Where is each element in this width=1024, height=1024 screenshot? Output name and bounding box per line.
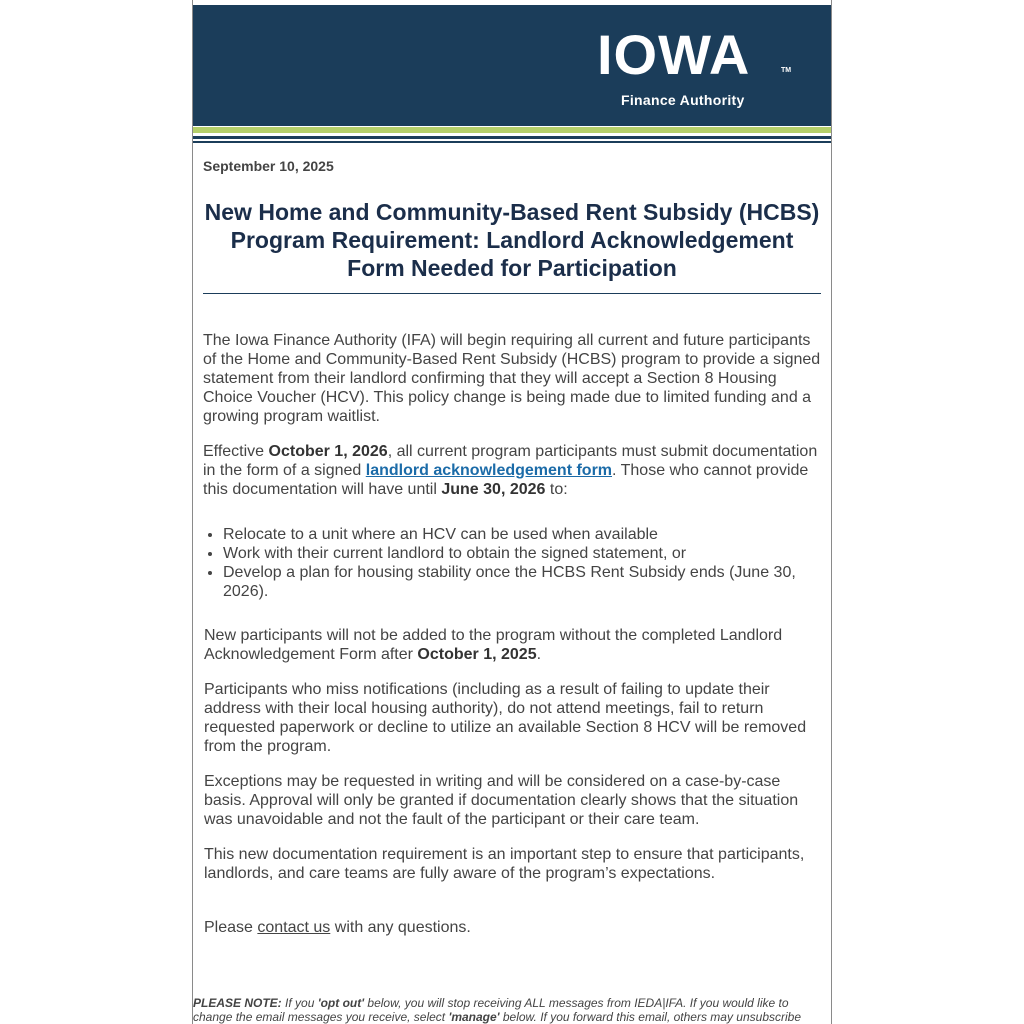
text-fragment: to: <box>545 481 568 498</box>
text-fragment: below. If you forward this email, others may unsubscribe <box>499 1010 802 1024</box>
iowa-finance-authority-logo[interactable] <box>597 23 793 117</box>
note-label: PLEASE NOTE: <box>193 996 282 1010</box>
logo-trademark: TM <box>781 67 792 74</box>
text-fragment: . Those who cannot provide this documentation will have until <box>203 462 809 498</box>
landlord-acknowledgement-form-link[interactable]: landlord acknowledgement form <box>365 462 613 479</box>
email-date: September 10, 2025 <box>203 158 334 174</box>
list-item: • Work with their current landlord to obtain the signed statement, or <box>223 544 832 563</box>
text-fragment: below, you will stop receiving ALL messages from IEDA|IFA. If you would like to change the email messages you receive, select <box>193 996 789 1024</box>
list-item: • Relocate to a unit where an HCV can be used when available <box>223 525 832 544</box>
effective-date: October 1, 2026 <box>268 443 388 460</box>
logo-wordmark: IOWA <box>597 23 751 86</box>
deadline-date: June 30, 2026 <box>441 481 546 498</box>
text-fragment: If you <box>281 996 318 1010</box>
text-fragment: New participants will not be added to the program without the completed Landlord Acknowledgement Form after <box>204 627 783 663</box>
new-participant-date: October 1, 2025 <box>417 646 537 663</box>
paragraph-new-participants <box>204 626 824 664</box>
paragraph-removal: Participants who miss notifications (including as a result of failing to update their address with their local housing authority), do not attend meetings, fail to return requested paperwork or decline to utilize an available Section 8 HCV will be removed from the program. <box>204 681 807 755</box>
paragraph-contact <box>204 918 824 937</box>
text-fragment: Effective <box>203 443 269 460</box>
paragraph-effective <box>203 442 823 499</box>
header-stripe-green <box>193 127 831 133</box>
header-stripe-navy-thin <box>193 141 831 143</box>
paragraph-importance: This new documentation requirement is an important step to ensure that participants, landlords, and care teams are fully aware of the program’s expectations. <box>204 846 805 882</box>
text-fragment: with any questions. <box>330 919 471 936</box>
email-header <box>193 5 831 126</box>
text-fragment: . <box>536 646 542 663</box>
text-fragment: Please <box>204 919 258 936</box>
opt-out-term: 'opt out' <box>317 996 365 1010</box>
text-fragment: , all current program participants must submit documentation in the form of a signed <box>203 443 818 479</box>
list-item: • Develop a plan for housing stability once the HCBS Rent Subsidy ends (June 30, 2026). <box>223 563 832 601</box>
header-stripe-navy <box>193 136 831 139</box>
paragraph-exceptions: Exceptions may be requested in writing and will be considered on a case-by-case basis. Approval will only be granted if documentation clearly shows that the situation was unavoidable and not the fault of the participant or their care team. <box>204 773 799 828</box>
contact-us-link[interactable]: contact us <box>257 919 331 936</box>
title-divider <box>203 293 821 294</box>
logo-subtitle: Finance Authority <box>621 92 745 108</box>
paragraph-intro: The Iowa Finance Authority (IFA) will begin requiring all current and future participants of the Home and Community-Based Rent Subsidy (HCBS) program to provide a signed statement from their landlord confirming that they will accept a Section 8 Housing Choice Voucher (HCV). This policy change is being made due to limited funding and a growing program waitlist. <box>203 332 821 425</box>
email-title: New Home and Community-Based Rent Subsidy (HCBS) Program Requirement: Landlord Acknowledgement Form Needed for Participation <box>204 199 820 281</box>
unsubscribe-note <box>193 996 823 1024</box>
requirements-list <box>203 525 832 601</box>
manage-term: 'manage' <box>448 1010 500 1024</box>
email-container <box>192 0 832 1024</box>
